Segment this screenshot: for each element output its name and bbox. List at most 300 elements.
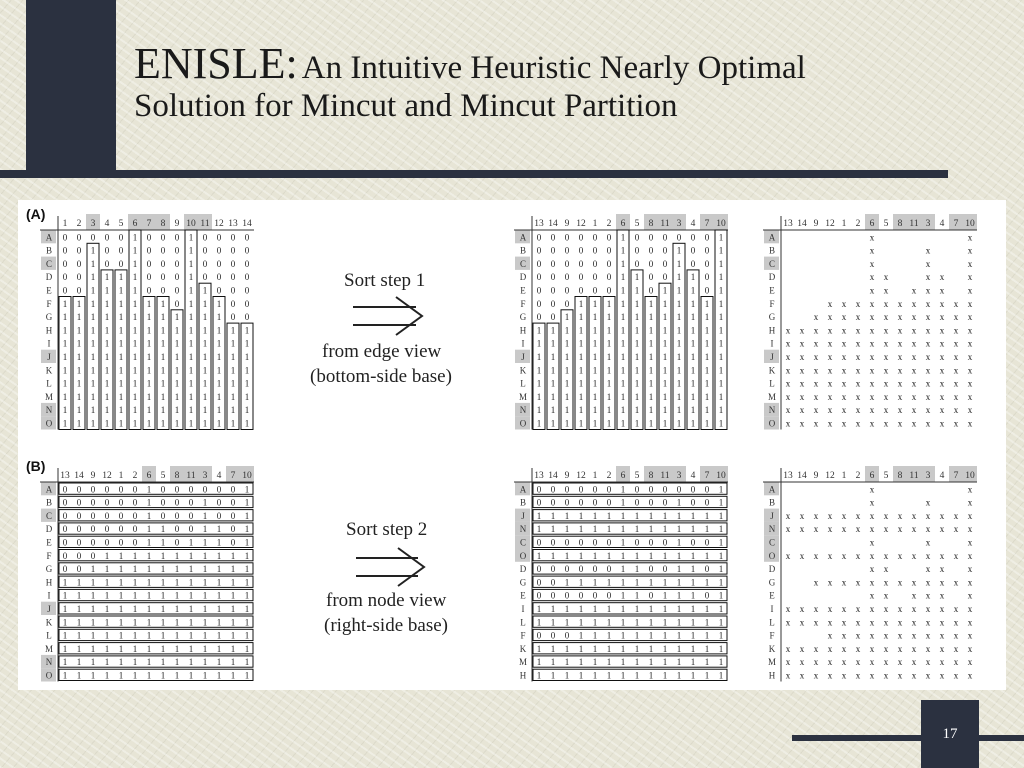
matrix-cell: 0 xyxy=(550,285,556,296)
matrix-cell: x xyxy=(911,630,917,641)
matrix-cell: 1 xyxy=(244,630,250,641)
matrix-cell: x xyxy=(883,670,889,681)
matrix-cell: 1 xyxy=(76,378,82,389)
matrix-cell: 1 xyxy=(592,577,598,588)
matrix-cell: 1 xyxy=(160,643,166,654)
matrix-cell: 0 xyxy=(76,484,82,495)
matrix-cell: x xyxy=(953,298,959,309)
matrix-cell: 1 xyxy=(704,524,710,535)
matrix-cell: x xyxy=(883,617,889,628)
matrix-cell: 0 xyxy=(216,258,222,269)
matrix-cell: 1 xyxy=(620,405,626,416)
matrix-cell: x xyxy=(939,510,945,521)
matrix-cell: 1 xyxy=(160,604,166,614)
matrix-cell: 1 xyxy=(550,418,556,429)
matrix-cell: 1 xyxy=(676,258,682,269)
matrix-cell: 1 xyxy=(536,338,542,349)
matrix-cell: 0 xyxy=(76,510,82,521)
matrix-cell: x xyxy=(883,338,889,349)
matrix-cell: 0 xyxy=(174,272,180,283)
col-label: 4 xyxy=(216,471,222,481)
matrix-cell: 0 xyxy=(132,484,138,495)
matrix-cell: 0 xyxy=(104,497,110,508)
matrix-cell: 1 xyxy=(690,617,696,628)
matrix-cell: 1 xyxy=(648,657,654,668)
row-label: F xyxy=(520,630,526,641)
sort2-caption: (right-side base) xyxy=(324,615,448,636)
matrix-cell: 1 xyxy=(592,405,598,416)
matrix-cell: 1 xyxy=(592,312,598,323)
matrix-cell: 0 xyxy=(704,232,710,243)
matrix-cell: 1 xyxy=(620,577,626,588)
matrix-cell: x xyxy=(883,577,889,588)
matrix-cell: 0 xyxy=(536,630,542,641)
matrix-cell: 1 xyxy=(718,510,724,521)
row-label: O xyxy=(519,418,527,429)
matrix-cell: x xyxy=(785,510,791,521)
matrix-cell: x xyxy=(897,405,903,416)
matrix-cell: 1 xyxy=(690,285,696,296)
matrix-cell: 1 xyxy=(174,325,180,336)
col-label: 12 xyxy=(214,219,224,229)
matrix-cell: 0 xyxy=(216,497,222,508)
matrix-cell: 1 xyxy=(564,550,570,561)
matrix-cell: 1 xyxy=(550,524,556,535)
col-label: 8 xyxy=(648,471,654,481)
matrix-cell: 1 xyxy=(690,325,696,336)
matrix-cell: 1 xyxy=(118,378,124,389)
col-label: 9 xyxy=(174,219,180,229)
col-label: 9 xyxy=(90,471,96,481)
matrix-cell: 1 xyxy=(216,352,222,362)
matrix-cell: 1 xyxy=(550,325,556,336)
col-label: 7 xyxy=(704,471,710,481)
matrix-cell: 1 xyxy=(676,272,682,283)
matrix-cell: x xyxy=(939,338,945,349)
matrix-cell: 0 xyxy=(564,285,570,296)
matrix-cell: x xyxy=(883,312,889,323)
col-label: 14 xyxy=(548,471,558,481)
matrix-cell: 1 xyxy=(662,352,668,362)
matrix-cell: 1 xyxy=(76,325,82,336)
matrix-cell: x xyxy=(883,550,889,561)
matrix-cell: 1 xyxy=(216,312,222,323)
matrix-cell: 1 xyxy=(718,484,724,495)
matrix-cell: 1 xyxy=(216,577,222,588)
matrix-cell: 0 xyxy=(704,258,710,269)
matrix-cell: 0 xyxy=(90,497,96,508)
matrix-cell: 1 xyxy=(718,617,724,628)
col-label: 10 xyxy=(716,219,726,229)
matrix-cell: 1 xyxy=(634,405,640,416)
matrix-cell: 1 xyxy=(536,405,542,416)
matrix-cell: 1 xyxy=(132,285,138,296)
matrix-cell: 1 xyxy=(132,577,138,588)
matrix-cell: x xyxy=(785,617,791,628)
matrix-cell: 1 xyxy=(90,604,96,614)
matrix-cell: 0 xyxy=(536,232,542,243)
matrix-cell: 1 xyxy=(620,524,626,535)
matrix-cell: 1 xyxy=(704,418,710,429)
matrix-cell: 1 xyxy=(244,352,250,362)
matrix-cell: x xyxy=(883,524,889,535)
col-label: 13 xyxy=(534,471,544,481)
matrix-cell: 1 xyxy=(620,285,626,296)
matrix-cell: 0 xyxy=(216,484,222,495)
matrix-cell: x xyxy=(911,405,917,416)
matrix-cell: 1 xyxy=(704,325,710,336)
matrix-cell: 0 xyxy=(174,497,180,508)
matrix-cell: 1 xyxy=(564,365,570,376)
matrix-cell: 1 xyxy=(132,298,138,309)
col-label: 5 xyxy=(883,219,889,229)
matrix-cell: 1 xyxy=(592,391,598,402)
col-label: 2 xyxy=(76,219,82,229)
matrix-cell: 0 xyxy=(118,537,124,548)
col-label: 5 xyxy=(160,471,166,481)
matrix-cell: 0 xyxy=(62,537,68,548)
figure-svg xyxy=(18,200,1006,690)
matrix-cell: 0 xyxy=(174,258,180,269)
row-label: H xyxy=(519,325,527,336)
matrix-cell: x xyxy=(967,564,973,575)
matrix-cell: 0 xyxy=(550,312,556,323)
matrix-cell: x xyxy=(897,338,903,349)
matrix-cell: 0 xyxy=(606,497,612,508)
matrix-cell: 1 xyxy=(620,617,626,628)
matrix-cell: 0 xyxy=(230,285,236,296)
row-label: M xyxy=(767,657,777,668)
matrix-cell: 1 xyxy=(578,550,584,561)
matrix-cell: 0 xyxy=(690,232,696,243)
matrix-cell: 1 xyxy=(118,352,124,362)
matrix-cell: 1 xyxy=(634,564,640,575)
matrix-cell: 0 xyxy=(160,510,166,521)
matrix-cell: 1 xyxy=(118,405,124,416)
matrix-cell: 1 xyxy=(606,338,612,349)
row-label: I xyxy=(770,604,774,614)
col-label: 13 xyxy=(60,471,70,481)
col-label: 11 xyxy=(660,471,670,481)
matrix-cell: 1 xyxy=(146,298,152,309)
matrix-cell: 1 xyxy=(606,604,612,614)
matrix-cell: 1 xyxy=(536,604,542,614)
row-label: H xyxy=(519,670,527,681)
col-label: 2 xyxy=(606,471,612,481)
matrix-cell: x xyxy=(855,352,861,362)
col-label: 9 xyxy=(564,219,570,229)
matrix-cell: 1 xyxy=(662,590,668,601)
matrix-cell: 1 xyxy=(676,537,682,548)
matrix-cell: 1 xyxy=(606,418,612,429)
matrix-cell: 0 xyxy=(188,497,194,508)
matrix-cell: x xyxy=(855,365,861,376)
matrix-cell: x xyxy=(939,312,945,323)
matrix-cell: x xyxy=(911,378,917,389)
matrix-cell: x xyxy=(841,657,847,668)
matrix-cell: 1 xyxy=(146,537,152,548)
matrix-cell: 0 xyxy=(606,484,612,495)
row-label: I xyxy=(521,338,525,349)
matrix-cell: x xyxy=(939,405,945,416)
matrix-cell: 1 xyxy=(606,378,612,389)
matrix-cell: 1 xyxy=(216,524,222,535)
matrix-cell: 1 xyxy=(90,670,96,681)
matrix-cell: 1 xyxy=(132,604,138,614)
matrix-cell: 1 xyxy=(606,405,612,416)
matrix-cell: x xyxy=(953,391,959,402)
matrix-cell: 1 xyxy=(76,590,82,601)
matrix-cell: 1 xyxy=(90,643,96,654)
matrix-cell: 1 xyxy=(104,285,110,296)
matrix-cell: 1 xyxy=(564,405,570,416)
matrix-cell: 0 xyxy=(244,312,250,323)
col-label: 5 xyxy=(118,219,124,229)
matrix-cell: 1 xyxy=(174,352,180,362)
matrix-cell: 1 xyxy=(606,657,612,668)
col-label: 1 xyxy=(118,471,124,481)
col-label: 11 xyxy=(200,219,210,229)
col-label: 3 xyxy=(676,471,682,481)
matrix-cell: 1 xyxy=(718,657,724,668)
matrix-cell: x xyxy=(925,604,931,614)
matrix-cell: x xyxy=(785,524,791,535)
matrix-cell: 1 xyxy=(76,604,82,614)
matrix-cell: 1 xyxy=(564,312,570,323)
matrix-cell: x xyxy=(883,285,889,296)
col-label: 11 xyxy=(186,471,196,481)
matrix-cell: 0 xyxy=(76,564,82,575)
matrix-cell: 1 xyxy=(202,352,208,362)
matrix-cell: 1 xyxy=(676,418,682,429)
matrix-cell: 0 xyxy=(690,258,696,269)
matrix-cell: 1 xyxy=(606,391,612,402)
col-label: 12 xyxy=(576,471,586,481)
matrix-cell: 0 xyxy=(202,484,208,495)
matrix-cell: 1 xyxy=(62,418,68,429)
matrix-cell: 0 xyxy=(118,245,124,256)
matrix-cell: 1 xyxy=(620,338,626,349)
row-label: L xyxy=(769,617,775,628)
matrix-cell: 1 xyxy=(550,338,556,349)
matrix-cell: x xyxy=(925,405,931,416)
matrix-cell: 0 xyxy=(202,232,208,243)
matrix-cell: 1 xyxy=(634,378,640,389)
matrix-cell: 0 xyxy=(648,497,654,508)
matrix-cell: x xyxy=(841,604,847,614)
matrix-cell: 1 xyxy=(244,643,250,654)
matrix-cell: x xyxy=(799,418,805,429)
matrix-cell: x xyxy=(869,391,875,402)
matrix-cell: 1 xyxy=(648,577,654,588)
row-label: K xyxy=(768,643,776,654)
matrix-cell: 0 xyxy=(564,630,570,641)
matrix-cell: 1 xyxy=(690,670,696,681)
row-label: H xyxy=(45,577,53,588)
matrix-cell: 0 xyxy=(216,245,222,256)
matrix-cell: 1 xyxy=(690,298,696,309)
matrix-cell: 1 xyxy=(160,312,166,323)
matrix-cell: 0 xyxy=(564,272,570,283)
matrix-cell: 1 xyxy=(216,617,222,628)
matrix-cell: 1 xyxy=(676,643,682,654)
row-label: G xyxy=(768,577,776,588)
matrix-cell: 1 xyxy=(244,524,250,535)
matrix-cell: 1 xyxy=(564,604,570,614)
matrix-cell: 1 xyxy=(62,604,68,614)
matrix-cell: 1 xyxy=(62,298,68,309)
matrix-cell: 1 xyxy=(76,670,82,681)
matrix-cell: 0 xyxy=(76,258,82,269)
matrix-cell: 0 xyxy=(704,245,710,256)
matrix-cell: 1 xyxy=(648,378,654,389)
matrix-cell: 1 xyxy=(174,550,180,561)
matrix-cell: 0 xyxy=(174,298,180,309)
matrix-cell: 1 xyxy=(90,630,96,641)
row-label: N xyxy=(45,405,53,416)
col-label: 10 xyxy=(965,471,975,481)
matrix-cell: 1 xyxy=(104,338,110,349)
matrix-cell: 0 xyxy=(62,564,68,575)
matrix-cell: 1 xyxy=(244,418,250,429)
matrix-cell: 1 xyxy=(202,524,208,535)
matrix-cell: x xyxy=(939,391,945,402)
matrix-cell: x xyxy=(869,577,875,588)
matrix-cell: 1 xyxy=(634,617,640,628)
matrix-cell: 1 xyxy=(146,630,152,641)
matrix-cell: 1 xyxy=(244,577,250,588)
col-label: 3 xyxy=(202,471,208,481)
matrix-cell: 0 xyxy=(62,232,68,243)
matrix-cell: x xyxy=(813,365,819,376)
matrix-cell: 1 xyxy=(104,617,110,628)
col-label: 2 xyxy=(606,219,612,229)
matrix-cell: 0 xyxy=(104,510,110,521)
matrix-cell: x xyxy=(911,391,917,402)
matrix-cell: 0 xyxy=(550,564,556,575)
matrix-cell: 0 xyxy=(662,272,668,283)
matrix-cell: x xyxy=(869,338,875,349)
matrix-cell: 1 xyxy=(690,418,696,429)
matrix-cell: 1 xyxy=(648,338,654,349)
matrix-cell: 1 xyxy=(704,657,710,668)
matrix-cell: 1 xyxy=(550,391,556,402)
matrix-cell: x xyxy=(925,272,931,283)
matrix-cell: x xyxy=(883,418,889,429)
matrix-cell: 1 xyxy=(648,604,654,614)
matrix-cell: 1 xyxy=(634,272,640,283)
matrix-cell: 1 xyxy=(550,643,556,654)
matrix-cell: x xyxy=(925,378,931,389)
matrix-cell: x xyxy=(911,617,917,628)
matrix-cell: 1 xyxy=(230,604,236,614)
matrix-cell: x xyxy=(953,577,959,588)
title-line2: Solution for Mincut and Mincut Partition xyxy=(134,88,678,125)
matrix-cell: 1 xyxy=(718,670,724,681)
matrix-cell: x xyxy=(869,405,875,416)
matrix-cell: 1 xyxy=(146,643,152,654)
matrix-cell: 1 xyxy=(174,670,180,681)
matrix-cell: 0 xyxy=(634,484,640,495)
matrix-cell: x xyxy=(967,378,973,389)
matrix-cell: x xyxy=(883,564,889,575)
matrix-cell: x xyxy=(911,643,917,654)
matrix-cell: 1 xyxy=(648,312,654,323)
row-label: O xyxy=(519,550,527,561)
matrix-cell: 0 xyxy=(634,497,640,508)
matrix-cell: 1 xyxy=(104,312,110,323)
matrix-cell: 1 xyxy=(90,352,96,362)
matrix-cell: 1 xyxy=(620,258,626,269)
matrix-cell: 1 xyxy=(62,657,68,668)
matrix-cell: x xyxy=(827,550,833,561)
col-label: 10 xyxy=(965,219,975,229)
matrix-cell: 1 xyxy=(244,497,250,508)
matrix-cell: x xyxy=(939,365,945,376)
matrix-cell: 0 xyxy=(536,537,542,548)
row-label: E xyxy=(520,285,526,296)
matrix-cell: 1 xyxy=(230,590,236,601)
matrix-cell: 0 xyxy=(662,232,668,243)
matrix-cell: 1 xyxy=(160,365,166,376)
matrix-cell: x xyxy=(813,352,819,362)
matrix-cell: x xyxy=(911,325,917,336)
matrix-cell: x xyxy=(785,405,791,416)
matrix-cell: 1 xyxy=(174,577,180,588)
matrix-cell: x xyxy=(967,232,973,243)
matrix-cell: x xyxy=(883,643,889,654)
matrix-cell: 0 xyxy=(174,537,180,548)
matrix-cell: 1 xyxy=(174,630,180,641)
matrix-cell: x xyxy=(855,325,861,336)
matrix-cell: x xyxy=(911,418,917,429)
matrix-cell: 1 xyxy=(606,670,612,681)
matrix-cell: 1 xyxy=(90,338,96,349)
matrix-cell: 0 xyxy=(550,232,556,243)
col-label: 13 xyxy=(534,219,544,229)
matrix-cell: 1 xyxy=(606,312,612,323)
col-label: 14 xyxy=(548,219,558,229)
matrix-cell: 1 xyxy=(704,352,710,362)
matrix-cell: 1 xyxy=(620,418,626,429)
matrix-cell: 1 xyxy=(704,670,710,681)
matrix-cell: x xyxy=(939,325,945,336)
matrix-cell: 1 xyxy=(188,298,194,309)
matrix-cell: 1 xyxy=(174,405,180,416)
matrix-cell: x xyxy=(883,510,889,521)
matrix-cell: 1 xyxy=(118,418,124,429)
matrix-cell: 1 xyxy=(132,378,138,389)
matrix-cell: x xyxy=(967,670,973,681)
col-label: 6 xyxy=(620,219,626,229)
matrix-cell: x xyxy=(785,643,791,654)
col-label: 3 xyxy=(925,219,931,229)
matrix-cell: 1 xyxy=(718,564,724,575)
matrix-cell: 0 xyxy=(564,232,570,243)
matrix-cell: 1 xyxy=(132,352,138,362)
matrix-cell: x xyxy=(897,657,903,668)
matrix-cell: x xyxy=(897,365,903,376)
matrix-cell: 1 xyxy=(216,418,222,429)
matrix-cell: 0 xyxy=(690,537,696,548)
matrix-cell: 1 xyxy=(216,550,222,561)
matrix-cell: 1 xyxy=(718,577,724,588)
matrix-cell: 1 xyxy=(146,365,152,376)
matrix-cell: 1 xyxy=(202,338,208,349)
matrix-cell: 1 xyxy=(634,338,640,349)
matrix-cell: 0 xyxy=(634,245,640,256)
matrix-cell: 1 xyxy=(634,590,640,601)
